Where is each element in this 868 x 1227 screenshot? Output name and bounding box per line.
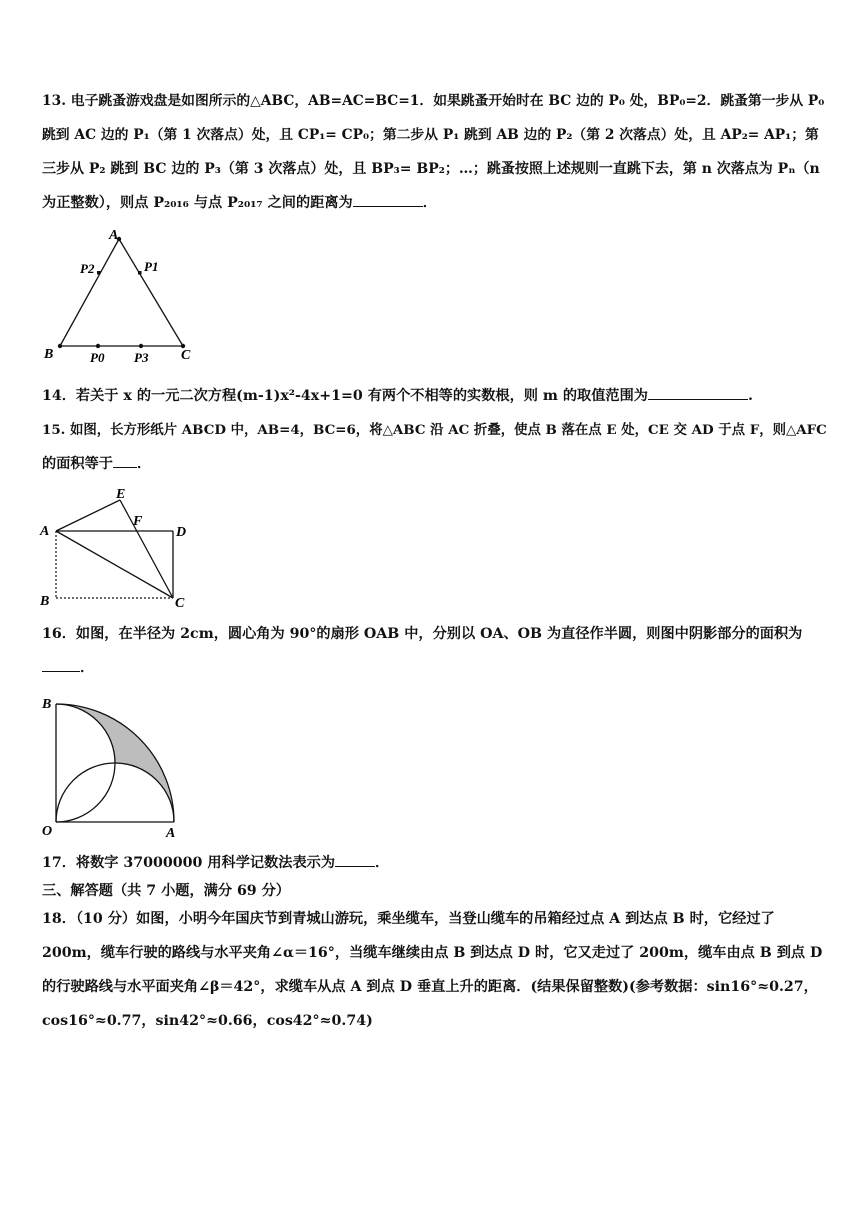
- label-p3: P3: [134, 350, 149, 365]
- section-3-title: 三、解答题（共 7 小题，满分 69 分）: [42, 883, 290, 899]
- q18-line-4: cos16°≈0.77，sin42°≈0.66，cos42°≈0.74): [42, 1013, 373, 1029]
- q16-end: ．: [80, 660, 95, 676]
- answer-blank-16[interactable]: [42, 653, 80, 672]
- label-b: B: [42, 697, 52, 712]
- point-p1: [138, 271, 142, 275]
- answer-blank-17[interactable]: [335, 848, 375, 867]
- q15-line-1: 15. 如图，长方形纸片 ABCD 中，AB=4，BC=6，将△ABC 沿 AC 折叠，使点 B 落在点 E 处，CE 交 AD 于点 F，则△AFC: [42, 422, 827, 438]
- answer-blank-13[interactable]: [353, 188, 423, 207]
- q18-line-2: 200m，缆车行驶的路线与水平夹角∠α＝16°，当缆车继续由点 B 到达点 D 时，它又走过了 200m，缆车由点 B 到点 D: [42, 945, 823, 961]
- label-d: D: [176, 525, 187, 540]
- question-15: [42, 413, 828, 481]
- label-e: E: [116, 487, 126, 502]
- q15-line-2: 的面积等于: [42, 456, 113, 472]
- label-b: B: [40, 594, 50, 609]
- point-p3: [139, 344, 143, 348]
- q18-line-3: 的行驶路线与水平面夹角∠β＝42°，求缆车从点 A 到点 D 垂直上升的距离．(结果保留整数)(参考数据：sin16°≈0.27，: [42, 979, 818, 995]
- q14-text: 14．若关于 x 的一元二次方程(m-1)x²-4x+1=0 有两个不相等的实数根，则 m 的取值范围为: [42, 388, 648, 404]
- q15-line-2-wrap: [42, 447, 828, 481]
- q13-line-4-wrap: [42, 186, 828, 220]
- label-f: F: [133, 514, 143, 529]
- figure-16-sector: [36, 690, 196, 840]
- q13-line-1: 13. 电子跳蚤游戏盘是如图所示的△ABC，AB=AC=BC=1．如果跳蚤开始时在 BC 边的 P₀ 处，BP₀=2．跳蚤第一步从 P₀: [42, 93, 825, 109]
- question-16: [42, 617, 828, 685]
- answer-blank-14[interactable]: [648, 381, 748, 400]
- figure-15-rectangle: [36, 486, 196, 612]
- q16-line-2-wrap: [42, 651, 828, 685]
- segment-ae: [56, 500, 120, 531]
- point-b: [58, 344, 62, 348]
- q17-text: 17．将数字 37000000 用科学记数法表示为: [42, 855, 336, 871]
- label-a: A: [40, 524, 50, 539]
- label-c: C: [181, 348, 191, 363]
- point-p2: [97, 271, 101, 275]
- q14-end: .: [747, 388, 753, 404]
- q15-end: ．: [136, 456, 152, 472]
- label-p0: P0: [90, 350, 105, 365]
- side-ab: [60, 239, 119, 346]
- label-a: A: [166, 826, 176, 840]
- question-13: [42, 84, 828, 220]
- label-b: B: [44, 347, 54, 362]
- label-a: A: [109, 228, 119, 243]
- answer-blank-15[interactable]: [113, 449, 137, 468]
- label-p2: P2: [80, 261, 95, 276]
- label-o: O: [42, 824, 53, 839]
- q13-end: ．: [422, 195, 437, 211]
- q13-line-3: 三步从 P₂ 跳到 BC 边的 P₃（第 3 次落点）处，且 BP₃= BP₂；…；跳蚤按照上述规则一直跳下去，第 n 次落点为 Pₙ（n: [42, 161, 820, 177]
- side-ac: [119, 239, 183, 346]
- question-18: [42, 902, 828, 1038]
- q18-line-1: 18．（10 分）如图，小明今年国庆节到青城山游玩，乘坐缆车，当登山缆车的吊箱经过点 A 到达点 B 时，它经过了: [42, 911, 775, 927]
- q13-line-4: 为正整数），则点 P₂₀₁₆ 与点 P₂₀₁₇ 之间的距离为: [42, 195, 353, 211]
- point-p0: [96, 344, 100, 348]
- q13-line-2: 跳到 AC 边的 P₁（第 1 次落点）处，且 CP₁= CP₀；第二步从 P₁ 跳到 AB 边的 P₂（第 2 次落点）处，且 AP₂= AP₁；第: [42, 127, 819, 143]
- q16-line-1: 16．如图，在半径为 2cm，圆心角为 90°的扇形 OAB 中，分别以 OA、OB 为直径作半圆，则图中阴影部分的面积为: [42, 626, 803, 642]
- question-14: [42, 379, 828, 413]
- q17-end: ．: [375, 855, 390, 871]
- q14-wrap: [42, 379, 828, 413]
- label-c: C: [175, 596, 185, 611]
- label-p1: P1: [144, 259, 159, 274]
- figure-13-triangle: [40, 226, 200, 366]
